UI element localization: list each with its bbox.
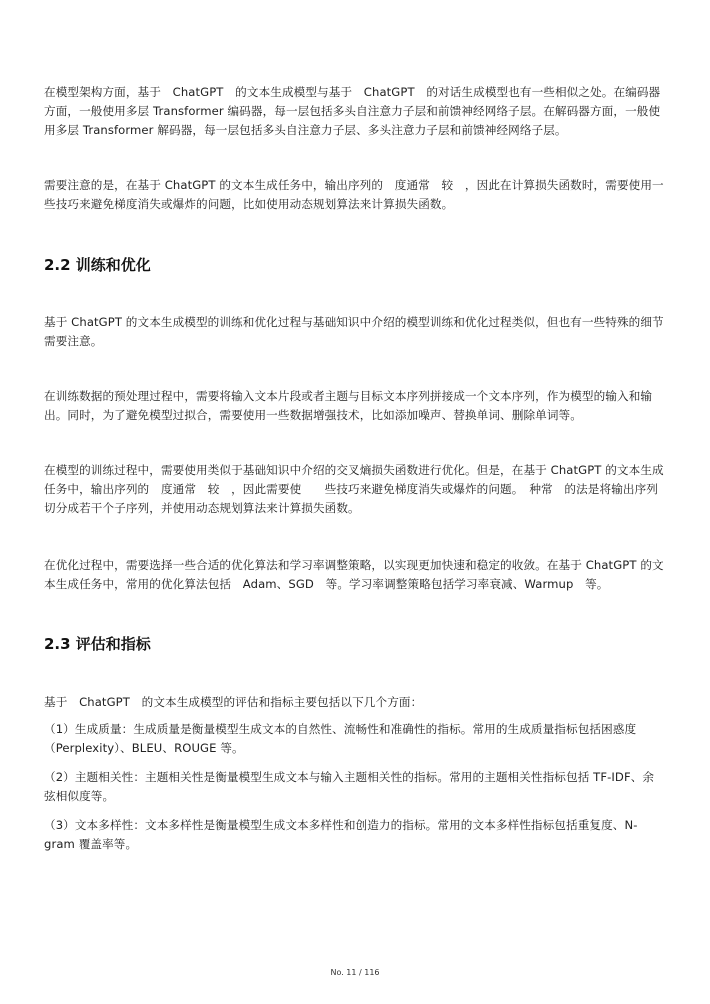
section-heading-evaluation: 2.3 评估和指标 — [44, 635, 151, 653]
page-number: No. 11 / 116 — [330, 968, 380, 977]
paragraph-training-intro: 基于 ChatGPT 的文本生成模型的训练和优化过程与基础知识中介绍的模型训练和优化过程类似，但也有一些特殊的细节需要注意。 — [44, 315, 664, 348]
paragraph-optimization: 在优化过程中，需要选择一些合适的优化算法和学习率调整策略，以实现更加快速和稳定的收敛。在基于 ChatGPT 的文本生成任务中，常用的优化算法包括 Adam、SGD 等。学习率调整策略包括学习率衰减、Warmup 等。 — [44, 558, 664, 591]
paragraph-model-architecture: 在模型架构方面，基于 ChatGPT 的文本生成模型与基于 ChatGPT 的对话生成模型也有一些相似之处。在编码器方面，一般使用多层 Transformer 编码器，每一层包括多头自注意力子层和前馈神经网络子层。在解码器方面，一般使用多层 Transformer 解码器，每一层包括多头自注意力子层、多头注意力子层和前馈神经网络子层。 — [44, 85, 661, 137]
list-item-text-diversity: （3）文本多样性：文本多样性是衡量模型生成文本多样性和创造力的指标。常用的文本多样性指标包括重复度、N-gram 覆盖率等。 — [44, 818, 638, 851]
section-heading-training: 2.2 训练和优化 — [44, 256, 151, 274]
paragraph-preprocessing: 在训练数据的预处理过程中，需要将输入文本片段或者主题与目标文本序列拼接成一个文本序列，作为模型的输入和输出。同时，为了避免模型过拟合，需要使用一些数据增强技术，比如添加噪声、替换单词、删除单词等。 — [44, 389, 653, 422]
list-item-generation-quality: （1）生成质量：生成质量是衡量模型生成文本的自然性、流畅性和准确性的指标。常用的生成质量指标包括困惑度（Perplexity）、BLEU、ROUGE 等。 — [44, 722, 637, 755]
paragraph-attention-note: 需要注意的是，在基于 ChatGPT 的文本生成任务中，输出序列的 度通常 较 ，因此在计算损失函数时，需要使用一些技巧来避免梯度消失或爆炸的问题，比如使用动态规划算法来计算损失函数。 — [44, 178, 664, 211]
list-item-topic-relevance: （2）主题相关性：主题相关性是衡量模型生成文本与输入主题相关性的指标。常用的主题相关性指标包括 TF-IDF、余弦相似度等。 — [44, 770, 655, 803]
paragraph-training-process: 在模型的训练过程中，需要使用类似于基础知识中介绍的交叉熵损失函数进行优化。但是，在基于 ChatGPT 的文本生成任务中，输出序列的 度通常 较 ，因此需要使 些技巧来避免梯度消失或爆炸的问题。 种常 的法是将输出序列切分成若干个子序列，并使用动态规划算法来计算损失函数。 — [44, 463, 664, 515]
paragraph-evaluation-intro: 基于 ChatGPT 的文本生成模型的评估和指标主要包括以下几个方面： — [44, 695, 423, 709]
